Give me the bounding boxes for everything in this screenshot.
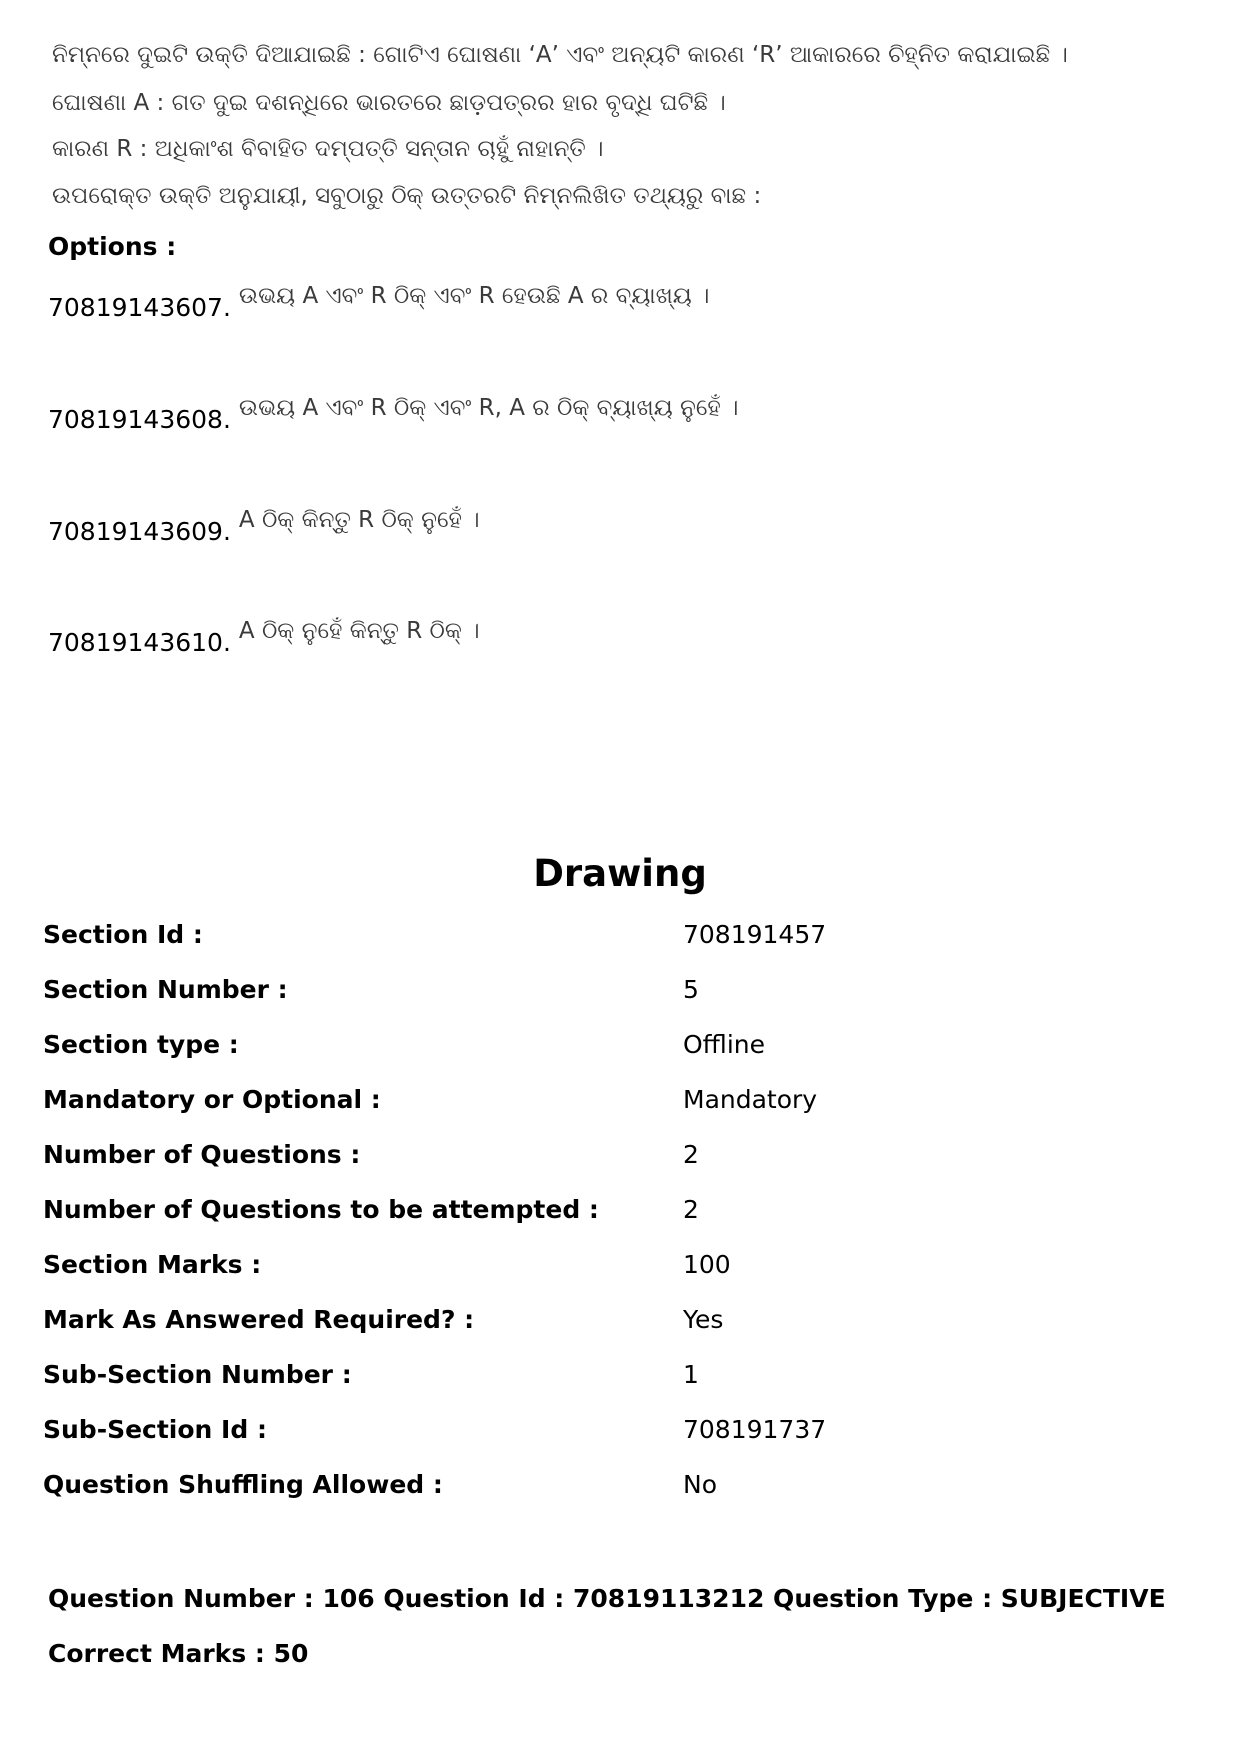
option-id: 70819143607.: [48, 293, 231, 322]
info-value: Offline: [683, 1030, 766, 1059]
info-row-shuffling: [43, 1470, 1193, 1525]
statement-instruction: ଉପରୋକ୍ତ ଉକ୍ତି ଅନୁଯାୟୀ, ସବୁଠାରୁ ଠିକ୍ ଉତ୍ତରଟି ନିମ୍ନଲିଖିତ ତଥ୍ୟରୁ ବାଛ :: [52, 183, 762, 209]
question-header: Question Number : 106 Question Id : 70819113212 Question Type : SUBJECTIVE: [48, 1584, 1166, 1613]
option-text: A ଠିକ୍ ନୁହେଁ କିନ୍ତୁ R ଠିକ୍ ।: [238, 618, 480, 644]
info-value: 5: [683, 975, 699, 1004]
section-title: Drawing: [533, 852, 707, 895]
info-label: Sub-Section Id :: [43, 1415, 267, 1444]
option-2: [48, 395, 739, 434]
correct-marks: Correct Marks : 50: [48, 1639, 309, 1668]
info-row-section-id: [43, 920, 1193, 975]
info-value: Yes: [683, 1305, 724, 1334]
option-text: A ଠିକ୍ କିନ୍ତୁ R ଠିକ୍ ନୁହେଁ ।: [238, 507, 480, 533]
info-value: 2: [683, 1140, 699, 1169]
info-value: 2: [683, 1195, 699, 1224]
info-label: Number of Questions :: [43, 1140, 361, 1169]
info-row-section-number: [43, 975, 1193, 1030]
info-label: Section Id :: [43, 920, 203, 949]
info-label: Sub-Section Number :: [43, 1360, 352, 1389]
info-label: Mark As Answered Required? :: [43, 1305, 475, 1334]
info-row-mark-answered: [43, 1305, 1193, 1360]
option-text: ଉଭୟ A ଏବଂ R ଠିକ୍ ଏବଂ R ହେଉଛି A ର ବ୍ୟାଖ୍ୟ ।: [238, 283, 710, 309]
info-row-section-type: [43, 1030, 1193, 1085]
statement-assertion: ଘୋଷଣା A : ଗତ ଦୁଇ ଦଶନ୍ଧିରେ ଭାରତରେ ଛାଡ଼ପତ୍ରର ହାର ବୃଦ୍ଧି ଘଟିଛି ।: [52, 90, 726, 116]
info-label: Section type :: [43, 1030, 239, 1059]
info-label: Number of Questions to be attempted :: [43, 1195, 599, 1224]
info-row-section-marks: [43, 1250, 1193, 1305]
info-label: Section Number :: [43, 975, 288, 1004]
info-label: Question Shuffling Allowed :: [43, 1470, 443, 1499]
option-1: [48, 283, 710, 322]
info-value: 708191457: [683, 920, 827, 949]
info-value: Mandatory: [683, 1085, 818, 1114]
info-row-subsection-id: [43, 1415, 1193, 1470]
info-value: 1: [683, 1360, 699, 1389]
option-id: 70819143610.: [48, 628, 231, 657]
options-label: Options :: [48, 232, 177, 261]
option-text: ଉଭୟ A ଏବଂ R ଠିକ୍ ଏବଂ R, A ର ଠିକ୍ ବ୍ୟାଖ୍ୟ ନୁହେଁ ।: [238, 395, 739, 421]
info-row-num-questions: [43, 1140, 1193, 1195]
statement-reason: କାରଣ R : ଅଧିକାଂଶ ବିବାହିତ ଦମ୍ପତ୍ତି ସନ୍ତାନ ଚାହୁଁ ନାହାନ୍ତି ।: [52, 136, 604, 162]
option-id: 70819143609.: [48, 517, 231, 546]
info-value: 100: [683, 1250, 731, 1279]
info-value: No: [683, 1470, 717, 1499]
option-4: [48, 618, 480, 657]
section-info-table: [43, 920, 1193, 1525]
info-label: Mandatory or Optional :: [43, 1085, 381, 1114]
option-3: [48, 507, 480, 546]
info-row-mandatory: [43, 1085, 1193, 1140]
info-label: Section Marks :: [43, 1250, 262, 1279]
statement-intro: ନିମ୍ନରେ ଦୁଇଟି ଉକ୍ତି ଦିଆଯାଇଛି : ଗୋଟିଏ ଘୋଷଣା ‘A’ ଏବଂ ଅନ୍ୟଟି କାରଣ ‘R’ ଆକାରରେ ଚିହ୍ନିତ କରାଯାଇଛି ।: [52, 42, 1068, 68]
info-row-num-attempt: [43, 1195, 1193, 1250]
info-value: 708191737: [683, 1415, 827, 1444]
info-row-subsection-number: [43, 1360, 1193, 1415]
option-id: 70819143608.: [48, 405, 231, 434]
